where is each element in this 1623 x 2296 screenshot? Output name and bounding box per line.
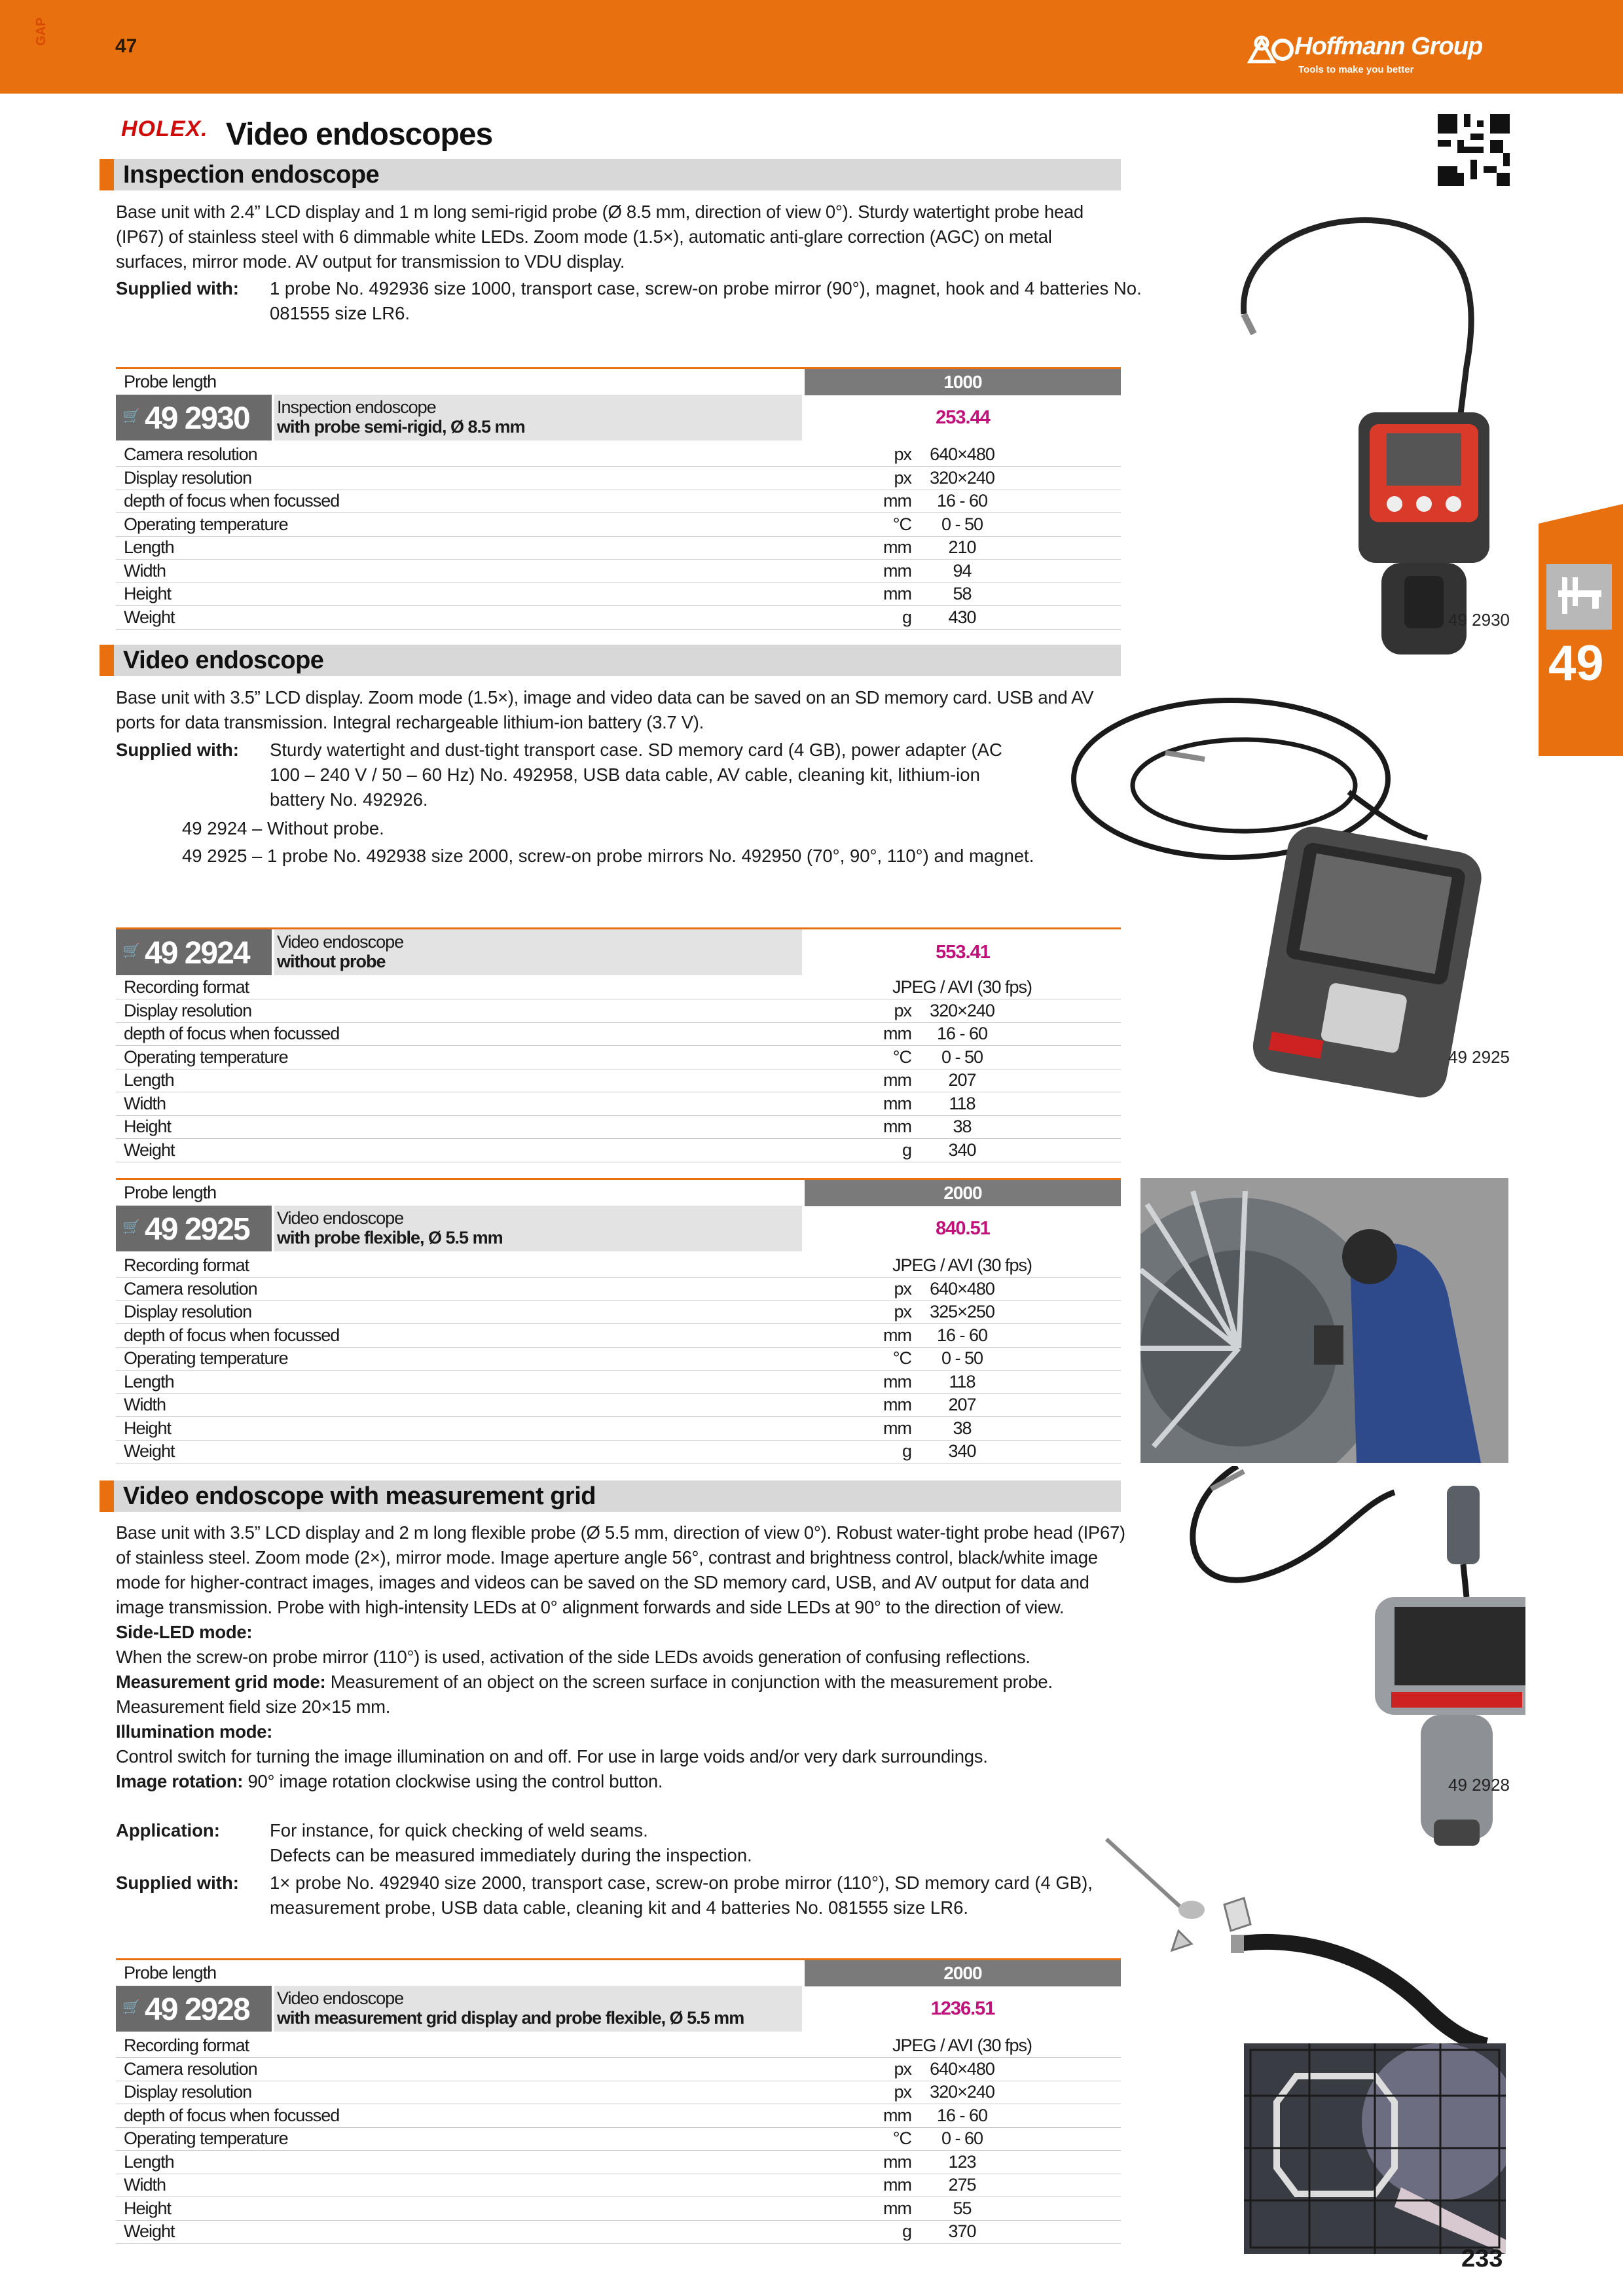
supplied-text: 1× probe No. 492940 size 2000, transport case, screw-on probe mirror (110°), SD memory card (4 GB), measurement probe, USB data cable, cleaning kit and 4 batteries No. 081555 size LR6. xyxy=(270,1873,1093,1918)
article-number: 49 2928 xyxy=(145,1992,249,2027)
spec-value: 0 - 50 xyxy=(941,514,983,534)
supplied-with-grid xyxy=(116,1871,1111,1923)
article-price: 253.44 xyxy=(936,407,990,428)
spec-value: 16 - 60 xyxy=(936,1325,988,1345)
spec-unit: px xyxy=(894,467,911,488)
spec-name: Recording format xyxy=(124,2036,249,2055)
row-divider xyxy=(116,2243,1121,2244)
spec-name: Recording format xyxy=(124,977,249,997)
spec-name: depth of focus when focussed xyxy=(124,491,340,511)
spec-value: JPEG / AVI (30 fps) xyxy=(892,2036,1032,2055)
grid-mode-text: Measurement of an object on the screen surface in conjunction with the measurement probe. Measurement field size 20×15 mm. xyxy=(116,1672,1053,1717)
spec-row xyxy=(116,1022,1121,1046)
supplied-with-inspection xyxy=(116,276,1142,329)
spec-name: depth of focus when focussed xyxy=(124,1325,340,1345)
spec-unit: mm xyxy=(883,491,911,511)
spec-row xyxy=(116,2104,1121,2128)
article-number-box[interactable] xyxy=(116,1986,272,2032)
spec-name: Height xyxy=(124,2198,172,2218)
spec-row xyxy=(116,1139,1121,1162)
spec-value: 210 xyxy=(948,537,976,557)
supplied-label: Supplied with: xyxy=(116,1873,239,1893)
variant-list xyxy=(182,815,1034,870)
spec-name: Weight xyxy=(124,1139,175,1160)
spec-unit: g xyxy=(902,1441,911,1461)
article-row-492924[interactable] xyxy=(116,927,1121,975)
spec-name: Operating temperature xyxy=(124,514,288,534)
chapter-tab[interactable] xyxy=(1539,504,1623,756)
spec-value: 16 - 60 xyxy=(936,491,988,511)
brand-name: Hoffmann Group xyxy=(1294,33,1483,60)
spec-row xyxy=(116,443,1121,467)
spec-name: Length xyxy=(124,537,174,557)
spec-unit: px xyxy=(894,1302,911,1321)
cart-icon[interactable]: 🛒 xyxy=(122,942,141,959)
rotation-text: 90° image rotation clockwise using the control button. xyxy=(247,1771,663,1791)
figure-label-492925: 49 2925 xyxy=(1448,1047,1510,1067)
spec-unit: px xyxy=(894,444,911,464)
section-header-grid xyxy=(100,1480,1121,1512)
spec-name: Weight xyxy=(124,607,175,627)
hoffmann-logo-icon xyxy=(1247,31,1298,64)
sideled-label: Side-LED mode: xyxy=(116,1622,253,1642)
article-number-box[interactable] xyxy=(116,395,272,440)
article-row-492925[interactable] xyxy=(116,1206,1121,1251)
chapter-number: 49 xyxy=(1548,636,1604,691)
spec-row xyxy=(116,1254,1121,1278)
spec-unit: °C xyxy=(892,1047,911,1067)
application-text2: Defects can be measured immediately during the inspection. xyxy=(270,1845,752,1865)
spec-name: Weight xyxy=(124,1441,175,1461)
spec-value: 640×480 xyxy=(930,444,994,464)
caliper-icon xyxy=(1546,564,1612,630)
spec-unit: mm xyxy=(883,1070,911,1090)
spec-value: 118 xyxy=(949,1371,976,1391)
spec-name: Height xyxy=(124,1418,172,1438)
spec-name: Operating temperature xyxy=(124,1348,288,1368)
spec-name: Display resolution xyxy=(124,1000,252,1020)
article-number: 49 2924 xyxy=(145,936,249,971)
cart-icon[interactable]: 🛒 xyxy=(122,408,141,424)
brand-logo-block[interactable] xyxy=(1247,24,1509,82)
spec-unit: px xyxy=(894,1278,911,1299)
video-description xyxy=(116,685,1127,735)
page-title: Video endoscopes xyxy=(226,117,493,152)
spec-unit: mm xyxy=(883,2151,911,2172)
article-desc-line2: with probe semi-rigid, Ø 8.5 mm xyxy=(277,417,525,437)
spec-unit: mm xyxy=(883,560,911,581)
spec-value: 207 xyxy=(948,1395,976,1414)
section-accent xyxy=(100,159,114,190)
spec-value: 340 xyxy=(948,1441,976,1461)
article-desc-line2: with measurement grid display and probe flexible, Ø 5.5 mm xyxy=(277,2008,744,2028)
article-description xyxy=(274,1986,802,2032)
spec-row xyxy=(116,2127,1121,2151)
rotation-label: Image rotation: xyxy=(116,1771,244,1791)
spec-unit: °C xyxy=(892,1348,911,1368)
section-header-video xyxy=(100,645,1121,676)
article-number: 49 2925 xyxy=(145,1212,249,1247)
spec-value: 123 xyxy=(948,2151,976,2172)
spec-row xyxy=(116,1092,1121,1116)
spec-value: 38 xyxy=(953,1418,972,1438)
section-accent xyxy=(100,645,114,676)
spec-unit: g xyxy=(902,607,911,627)
spec-row xyxy=(116,1300,1121,1324)
figure-label-492930: 49 2930 xyxy=(1448,610,1510,630)
spec-row xyxy=(116,1278,1121,1301)
spec-row xyxy=(116,490,1121,513)
article-desc-line2: without probe xyxy=(277,952,386,971)
spec-row xyxy=(116,513,1121,537)
spec-value: 640×480 xyxy=(930,1278,994,1299)
spec-value: JPEG / AVI (30 fps) xyxy=(892,1255,1032,1275)
spec-name: Camera resolution xyxy=(124,444,257,464)
spec-row xyxy=(116,467,1121,490)
spec-unit: g xyxy=(902,2221,911,2241)
technician-photo xyxy=(1140,1178,1508,1463)
spec-value: 0 - 60 xyxy=(941,2128,983,2148)
spec-row xyxy=(116,1069,1121,1092)
spec-value: 55 xyxy=(953,2198,972,2218)
article-row-492928[interactable] xyxy=(116,1986,1121,2032)
section-title: Inspection endoscope xyxy=(123,161,380,188)
spec-unit: mm xyxy=(883,2198,911,2218)
spec-value: 0 - 50 xyxy=(941,1348,983,1368)
video-endoscope-image xyxy=(1061,681,1519,1100)
spec-value: 94 xyxy=(953,560,972,581)
probe-length-label: Probe length xyxy=(124,372,217,391)
article-number-box[interactable] xyxy=(116,1206,272,1251)
spec-row xyxy=(116,1115,1121,1139)
article-price: 1236.51 xyxy=(930,1998,995,2019)
supplied-text: Sturdy watertight and dust-tight transport case. SD memory card (4 GB), power adapter (AC 100 – 240 V / 50 – 60 Hz) No. 492958, USB data cable, AV cable, cleaning kit, lithium-ion battery No. 492926. xyxy=(270,740,1002,810)
variant-492924: 49 2924 – Without probe. xyxy=(182,818,384,838)
spec-name: Width xyxy=(124,1093,166,1113)
spec-name: Height xyxy=(124,1117,172,1136)
spec-name: Width xyxy=(124,1395,166,1414)
article-description xyxy=(274,929,802,975)
spec-row xyxy=(116,2174,1121,2197)
spec-name: depth of focus when focussed xyxy=(124,2105,340,2125)
side-code: GAP xyxy=(34,17,48,46)
inspection-description xyxy=(116,200,1127,274)
variant-492925: 49 2925 – 1 probe No. 492938 size 2000, screw-on probe mirrors No. 492950 (70°, 90°, 110°) and magnet. xyxy=(182,846,1034,866)
probe-length-label: Probe length xyxy=(124,1963,217,1982)
spec-name: Display resolution xyxy=(124,2082,252,2102)
spec-unit: mm xyxy=(883,2175,911,2195)
article-description xyxy=(274,395,802,440)
spec-row xyxy=(116,1371,1121,1394)
probe-length-row xyxy=(116,367,1121,395)
spec-unit: mm xyxy=(883,537,911,557)
spec-row xyxy=(116,2151,1121,2174)
spec-value: 430 xyxy=(948,607,976,627)
spec-value: 16 - 60 xyxy=(936,1024,988,1043)
page-number-bottom: 233 xyxy=(1461,2245,1503,2272)
flexible-probe-image xyxy=(1231,1918,1493,2049)
spec-value: 38 xyxy=(953,1117,972,1136)
sideled-text: When the screw-on probe mirror (110°) is used, activation of the side LEDs avoids generation of confusing reflections. xyxy=(116,1647,1030,1667)
spec-value: 58 xyxy=(953,584,972,603)
description-text: Base unit with 3.5” LCD display. Zoom mode (1.5×), image and video data can be saved on an SD memory card. USB and AV ports for data transmission. Integral rechargeable lithium-ion battery (3.7 V). xyxy=(116,687,1094,732)
article-desc-line1: Inspection endoscope xyxy=(277,397,436,417)
spec-name: Operating temperature xyxy=(124,1047,288,1067)
spec-row xyxy=(116,1347,1121,1371)
spec-name: Length xyxy=(124,1070,174,1090)
article-row-492930[interactable] xyxy=(116,395,1121,440)
qr-code-icon[interactable] xyxy=(1438,114,1510,186)
section-title: Video endoscope with measurement grid xyxy=(123,1482,596,1510)
article-desc-line2: with probe flexible, Ø 5.5 mm xyxy=(277,1228,503,1247)
brand-tagline: Tools to make you better xyxy=(1298,64,1414,75)
spec-row xyxy=(116,583,1121,606)
spec-unit: mm xyxy=(883,1024,911,1043)
figure-label-492928: 49 2928 xyxy=(1448,1775,1510,1795)
spec-value: 325×250 xyxy=(930,1302,994,1321)
probe-length-row xyxy=(116,1958,1121,1986)
application-block xyxy=(116,1818,1111,1871)
spec-unit: mm xyxy=(883,1117,911,1136)
article-description xyxy=(274,1206,802,1251)
article-desc-line1: Video endoscope xyxy=(277,932,404,952)
spec-row xyxy=(116,2081,1121,2104)
illumination-label: Illumination mode: xyxy=(116,1721,273,1742)
probe-length-row xyxy=(116,1178,1121,1206)
spec-row xyxy=(116,1046,1121,1069)
application-text1: For instance, for quick checking of weld seams. xyxy=(270,1820,648,1840)
supplied-text: 1 probe No. 492936 size 1000, transport case, screw-on probe mirror (90°), magnet, hook and 4 batteries No. 081555 size LR6. xyxy=(270,278,1142,323)
spec-row xyxy=(116,1393,1121,1417)
spec-name: Operating temperature xyxy=(124,2128,288,2148)
spec-unit: g xyxy=(902,1139,911,1160)
spec-row xyxy=(116,2197,1121,2221)
spec-value: 0 - 50 xyxy=(941,1047,983,1067)
spec-row xyxy=(116,1324,1121,1348)
spec-unit: px xyxy=(894,2082,911,2102)
spec-name: Width xyxy=(124,2175,166,2195)
spec-value: 320×240 xyxy=(930,2082,994,2102)
spec-value: 340 xyxy=(948,1139,976,1160)
spec-unit: px xyxy=(894,1000,911,1020)
probe-length-label: Probe length xyxy=(124,1183,217,1202)
supplied-with-video xyxy=(116,738,1111,816)
spec-name: Length xyxy=(124,2151,174,2172)
row-divider xyxy=(116,629,1121,630)
spec-value: 118 xyxy=(949,1093,976,1113)
spec-unit: px xyxy=(894,2058,911,2079)
article-number: 49 2930 xyxy=(145,401,249,436)
article-number-box[interactable] xyxy=(116,929,272,975)
spec-row xyxy=(116,1417,1121,1441)
description-text: Base unit with 2.4” LCD display and 1 m long semi-rigid probe (Ø 8.5 mm, direction of view 0°). Sturdy watertight probe head (IP67) of stainless steel with 6 dimmable white LEDs. Zoom mode (1.5×), automatic anti-glare correction (AGC) on metal surfaces, mirror mode. AV output for transmission to VDU display. xyxy=(116,202,1084,272)
spec-row xyxy=(116,976,1121,999)
section-title: Video endoscope xyxy=(123,647,324,674)
spec-value: 640×480 xyxy=(930,2058,994,2079)
spec-name: Display resolution xyxy=(124,1302,252,1321)
spec-name: Recording format xyxy=(124,1255,249,1275)
article-price: 553.41 xyxy=(936,942,990,963)
spec-value: 16 - 60 xyxy=(936,2105,988,2125)
spec-name: Width xyxy=(124,560,166,581)
spec-value: 320×240 xyxy=(930,1000,994,1020)
probe-length-value: 1000 xyxy=(805,369,1121,395)
spec-value: 275 xyxy=(948,2175,976,2195)
spec-row xyxy=(116,536,1121,560)
article-price: 840.51 xyxy=(936,1218,990,1239)
spec-value: JPEG / AVI (30 fps) xyxy=(892,977,1032,997)
spec-unit: °C xyxy=(892,2128,911,2148)
cart-icon[interactable]: 🛒 xyxy=(122,1999,141,2015)
spec-row xyxy=(116,606,1121,630)
spec-name: Height xyxy=(124,584,172,603)
section-accent xyxy=(100,1480,114,1512)
spec-value: 370 xyxy=(948,2221,976,2241)
spec-unit: mm xyxy=(883,1325,911,1345)
spec-name: depth of focus when focussed xyxy=(124,1024,340,1043)
measurement-grid-screen-image xyxy=(1244,2043,1506,2254)
holex-logo: HOLEX. xyxy=(121,117,208,141)
probe-length-value: 2000 xyxy=(805,1180,1121,1206)
page-number-top: 47 xyxy=(115,35,137,57)
probe-length-value: 2000 xyxy=(805,1960,1121,1986)
spec-value: 320×240 xyxy=(930,467,994,488)
spec-row xyxy=(116,560,1121,583)
grid-mode-label: Measurement grid mode: xyxy=(116,1672,326,1692)
spec-row xyxy=(116,2220,1121,2244)
cart-icon[interactable]: 🛒 xyxy=(122,1219,141,1235)
application-label: Application: xyxy=(116,1820,220,1840)
spec-name: Camera resolution xyxy=(124,2058,257,2079)
grid-description xyxy=(116,1520,1127,1794)
illumination-text: Control switch for turning the image illumination on and off. For use in large voids and/or very dark surroundings. xyxy=(116,1746,988,1767)
spec-unit: mm xyxy=(883,1418,911,1438)
spec-row xyxy=(116,2058,1121,2081)
article-desc-line1: Video endoscope xyxy=(277,1208,404,1228)
spec-row xyxy=(116,1440,1121,1463)
spec-name: Display resolution xyxy=(124,467,252,488)
section-header-inspection xyxy=(100,159,1121,190)
spec-value: 207 xyxy=(948,1070,976,1090)
supplied-label: Supplied with: xyxy=(116,740,239,760)
spec-name: Camera resolution xyxy=(124,1278,257,1299)
spec-unit: mm xyxy=(883,1371,911,1391)
spec-name: Weight xyxy=(124,2221,175,2241)
spec-unit: mm xyxy=(883,1093,911,1113)
inspection-endoscope-image xyxy=(1218,196,1532,661)
spec-unit: mm xyxy=(883,584,911,603)
spec-unit: °C xyxy=(892,514,911,534)
spec-unit: mm xyxy=(883,1395,911,1414)
description-text: Base unit with 3.5” LCD display and 2 m long flexible probe (Ø 5.5 mm, direction of view 0°). Robust water-tight probe head (IP67) of stainless steel. Zoom mode (2×), mirror mode. Image aperture angle 56°, contrast and brightness control, black/white image mode for higher-contract images, images and videos can be saved on the SD memory card, USB, and AV output for data and image transmission. Probe with high-intensity LEDs at 0° alignment forwards and side LEDs at 90° to the direction of view. xyxy=(116,1522,1125,1617)
supplied-label: Supplied with: xyxy=(116,278,239,298)
spec-row xyxy=(116,2034,1121,2058)
spec-name: Length xyxy=(124,1371,174,1391)
spec-row xyxy=(116,999,1121,1023)
article-desc-line1: Video endoscope xyxy=(277,1988,404,2008)
spec-unit: mm xyxy=(883,2105,911,2125)
